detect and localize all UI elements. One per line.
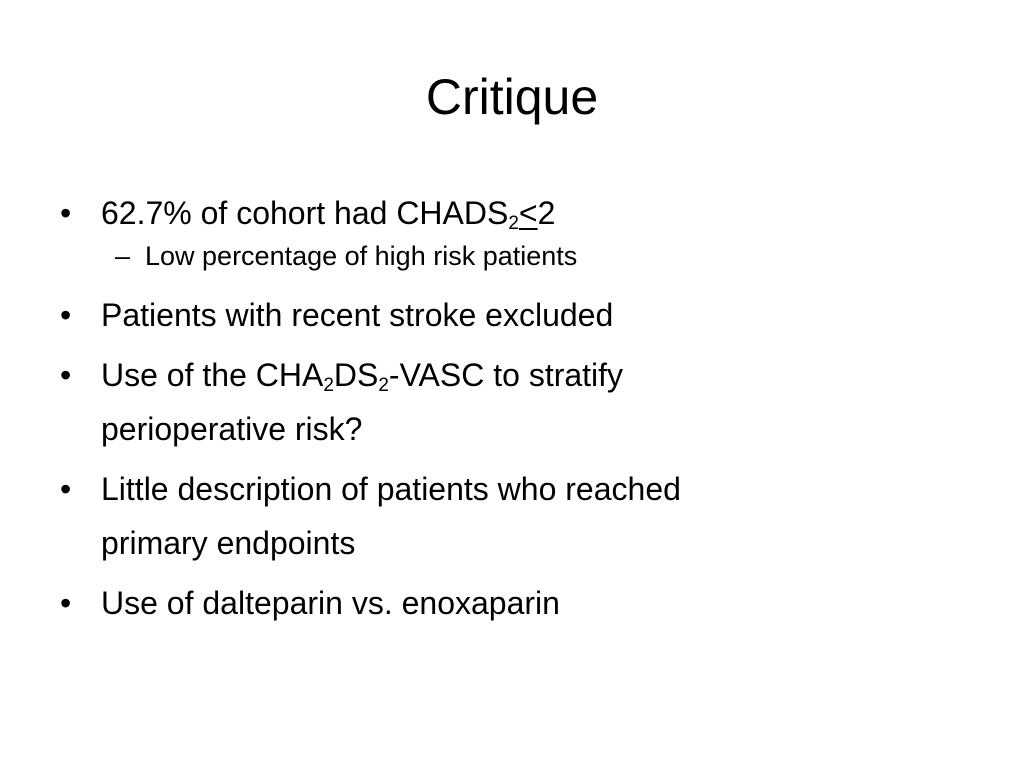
bullet-icon: • <box>60 471 72 507</box>
bullet-line-1 <box>101 348 940 402</box>
bullet-icon: • <box>60 357 72 393</box>
bullet-list <box>60 186 940 636</box>
bullet-text-post: 2 <box>537 195 556 231</box>
bullet-text-part: Use of the CHA <box>101 357 324 393</box>
bullet-icon: • <box>60 585 72 621</box>
bullet-line-1: Little description of patients who reached <box>101 471 681 507</box>
slide-title: Critique <box>425 69 599 125</box>
bullet-item-chads <box>60 186 940 240</box>
bullet-text: Use of dalteparin vs. enoxaparin <box>101 585 560 621</box>
bullet-item-stroke <box>60 288 940 342</box>
sub-bullet-item <box>60 238 940 274</box>
bullet-icon: • <box>60 195 72 231</box>
bullet-line-2: primary endpoints <box>101 525 356 561</box>
bullet-item-description <box>60 462 940 570</box>
bullet-text-part: DS <box>333 357 379 393</box>
bullet-text: Patients with recent stroke excluded <box>101 297 614 333</box>
subscript-2: 2 <box>378 375 389 396</box>
bullet-item-cha2ds2 <box>60 348 940 456</box>
bullet-text-pre: 62.7% of cohort had CHADS <box>101 195 509 231</box>
dash-icon: – <box>115 241 131 271</box>
bullet-line-2: perioperative risk? <box>101 411 363 447</box>
bullet-text-part: -VASC to stratify <box>388 357 624 393</box>
bullet-item-dalteparin <box>60 576 940 630</box>
less-equal-symbol: < <box>518 195 538 231</box>
bullet-icon: • <box>60 297 72 333</box>
sub-bullet-text: Low percentage of high risk patients <box>145 241 578 271</box>
subscript-2: 2 <box>323 375 334 396</box>
subscript-2: 2 <box>508 213 519 234</box>
